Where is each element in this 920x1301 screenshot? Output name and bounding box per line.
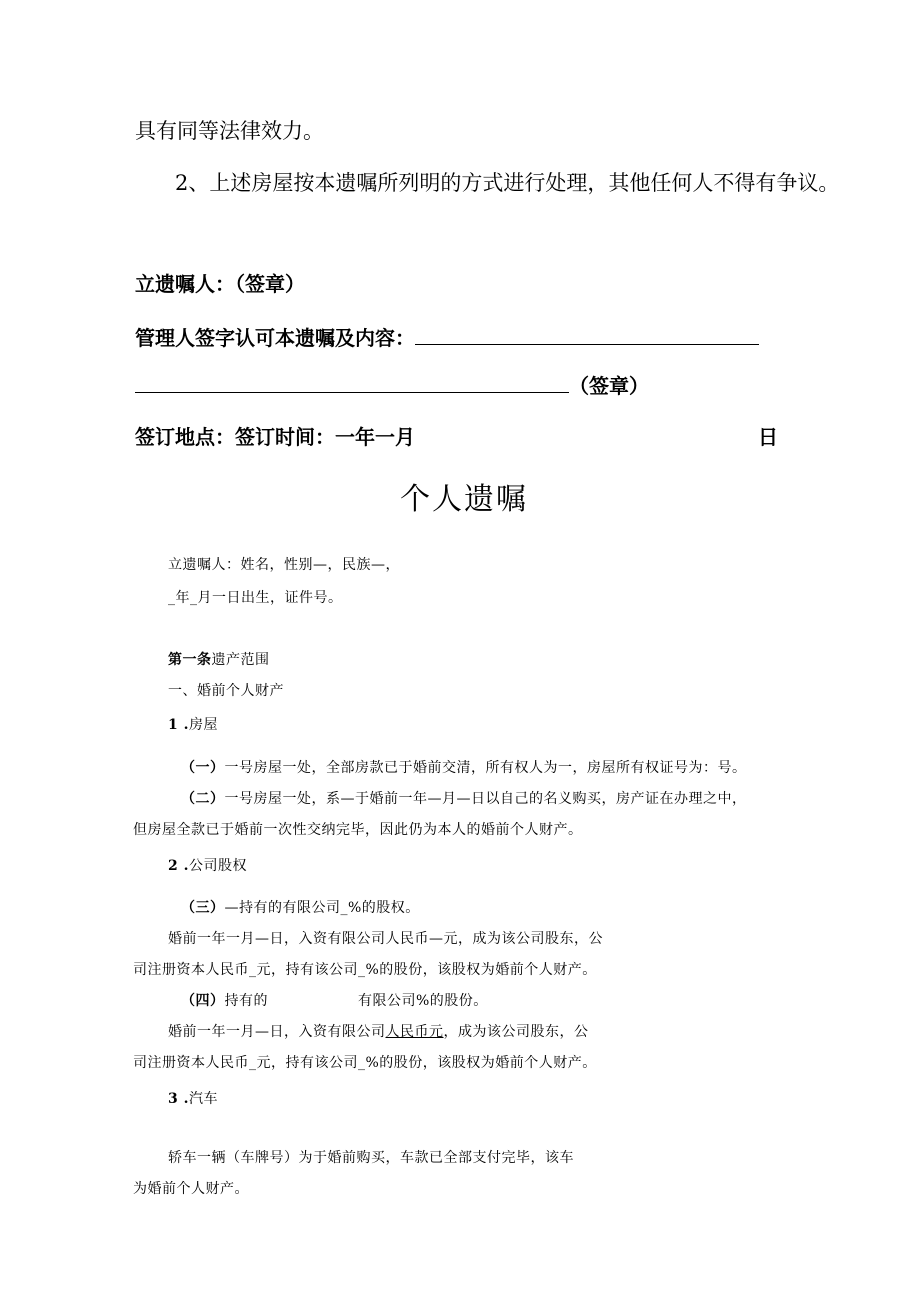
continuation-line: 具有同等法律效力。: [135, 119, 324, 143]
item-1-label: 房屋: [189, 717, 218, 733]
paragraph-4-text-b: 有限公司%的股份。: [358, 993, 488, 1009]
paragraph-2-continuation: 但房屋全款已于婚前一次性交纳完毕，因此仍为本人的婚前个人财产。: [133, 822, 583, 838]
manager-signature-blank: [415, 328, 759, 345]
paragraph-2-text: 一号房屋一处，系—于婚前一年—月—日以自己的名义购买，房产证在办理之中，: [224, 791, 747, 807]
clause-2: 2、上述房屋按本遗嘱所列明的方式进行处理，其他任何人不得有争议。: [175, 171, 840, 195]
item-3-label: 汽车: [189, 1091, 218, 1107]
paragraph-4-line-1-a: 婚前一年一月—日，入资有限公司: [168, 1024, 386, 1040]
second-signature-line: [135, 376, 649, 396]
article-1-heading: [168, 653, 270, 667]
item-2-heading: [168, 859, 247, 873]
paragraph-1: [181, 761, 747, 775]
paragraph-2: [181, 792, 747, 806]
intro-line-2: _年_月一日出生，证件号。: [168, 590, 343, 606]
signature-blank: [135, 376, 569, 393]
paragraph-2-number: （二）: [181, 791, 225, 807]
sign-suffix: （签章）: [569, 374, 649, 398]
paragraph-1-number: （一）: [181, 760, 225, 776]
paragraph-3-line-2: 司注册资本人民币_元，持有该公司_%的股份，该股权为婚前个人财产。: [133, 962, 597, 978]
paragraph-4: [181, 994, 488, 1008]
paragraph-3-number: （三）: [181, 900, 225, 916]
manager-label: 管理人签字认可本遗嘱及内容：: [135, 326, 415, 350]
item-2-label: 公司股权: [189, 858, 247, 874]
testator-signature-line: 立遗嘱人：（签章）: [135, 272, 305, 296]
article-1-title: 遗产范围: [211, 652, 270, 668]
section-1-heading: 一、婚前个人财产: [168, 683, 284, 699]
car-line-2: 为婚前个人财产。: [133, 1181, 249, 1197]
day-label: 日: [758, 425, 778, 449]
paragraph-3: [181, 901, 420, 915]
paragraph-3-line-1: 婚前一年一月—日，入资有限公司人民币—元，成为该公司股东，公: [168, 931, 603, 947]
item-2-number: 2 .: [168, 858, 189, 874]
page-title: 个人遗嘱: [400, 482, 528, 517]
paragraph-4-text-a: 持有的: [224, 993, 268, 1009]
paragraph-4-number: （四）: [181, 993, 225, 1009]
place-time-line: 签订地点：签订时间：一年一月: [135, 425, 415, 449]
paragraph-4-line-1-b: ，成为该公司股东，公: [443, 1024, 589, 1040]
item-1-number: 1 .: [168, 717, 189, 733]
paragraph-1-text: 一号房屋一处，全部房款已于婚前交清，所有权人为一，房屋所有权证号为：号。: [224, 760, 747, 776]
car-line-1: 轿车一辆（车牌号）为于婚前购买，车款已全部支付完毕，该车: [168, 1150, 574, 1166]
manager-signature-line: [135, 328, 759, 348]
paragraph-4-line-1: [168, 1025, 589, 1039]
item-3-number: 3 .: [168, 1091, 189, 1107]
item-3-heading: [168, 1092, 218, 1106]
item-1-heading: [168, 718, 218, 732]
paragraph-4-underlined-amount: 人民币元: [385, 1024, 444, 1040]
article-1-number: 第一条: [168, 652, 212, 668]
paragraph-4-line-2: 司注册资本人民币_元，持有该公司_%的股份，该股权为婚前个人财产。: [133, 1055, 597, 1071]
intro-line-1: 立遗嘱人：姓名，性别—，民族—，: [168, 557, 400, 573]
paragraph-3-text: —持有的有限公司_%的股权。: [224, 900, 420, 916]
